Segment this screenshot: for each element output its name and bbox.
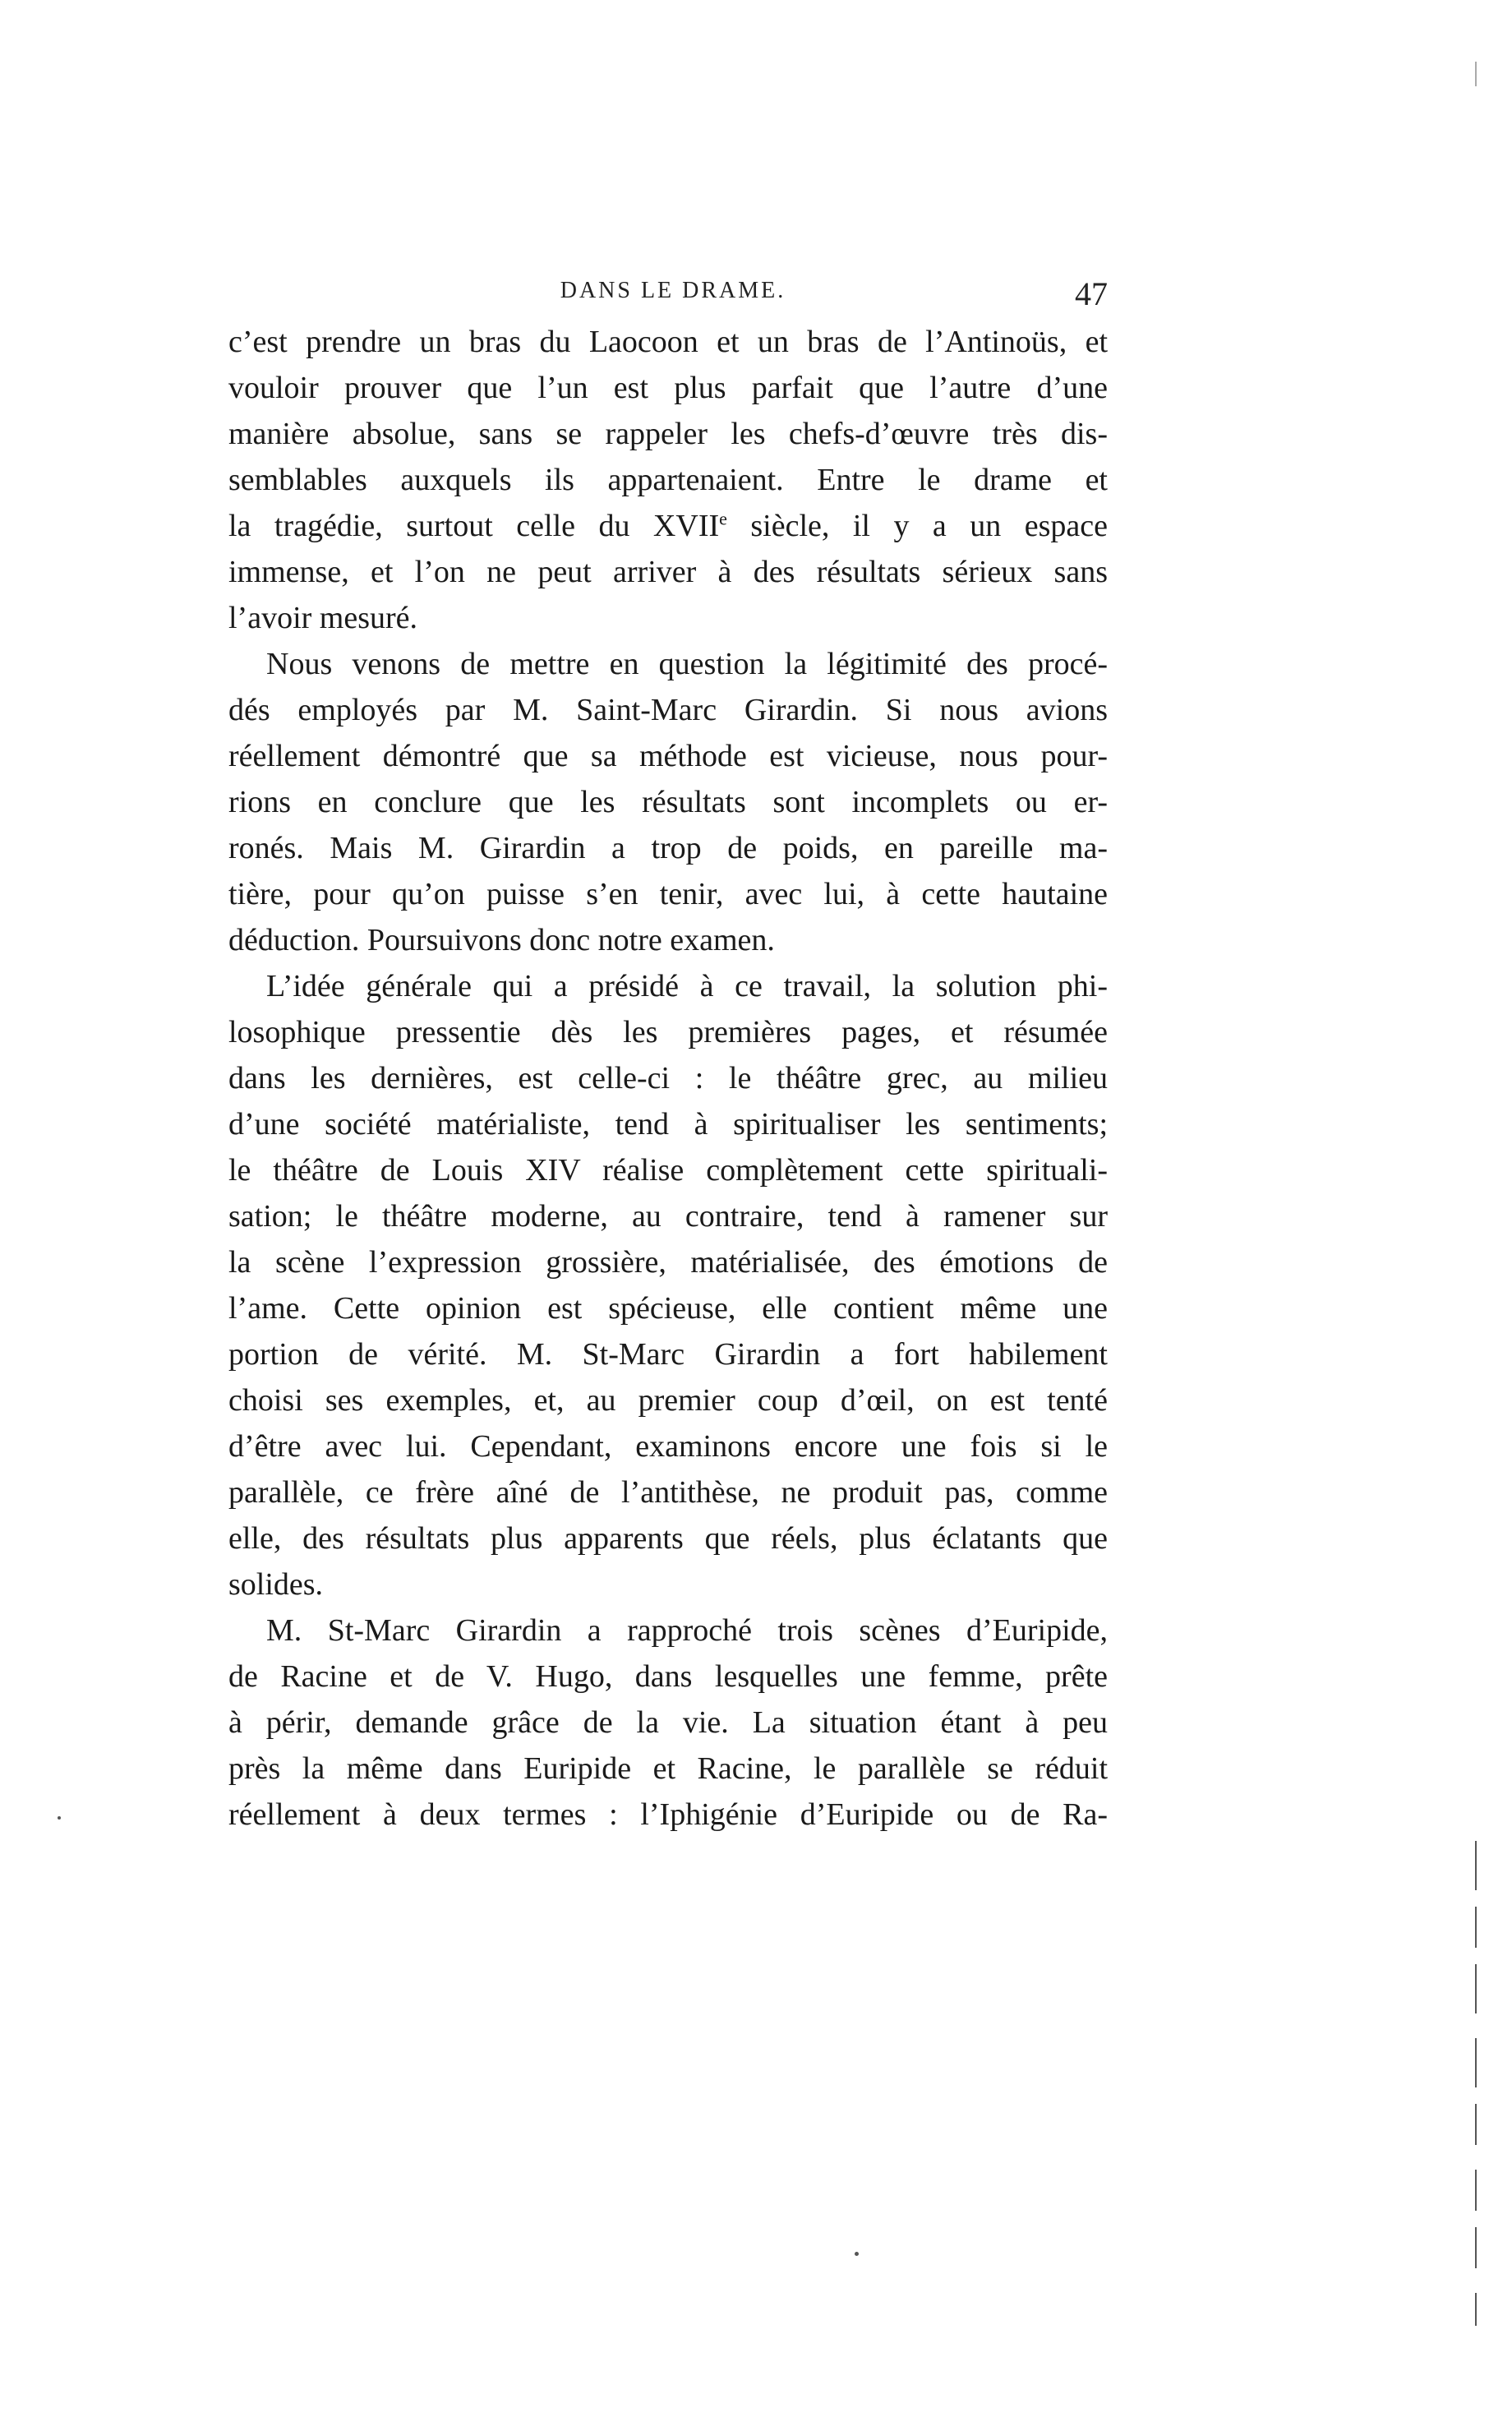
text-line: parallèle, ce frère aîné de l’antithèse, ne produit pas, comme — [228, 1475, 1108, 1510]
text-line: rions en conclure que les résultats sont incomplets ou er- — [228, 785, 1108, 819]
text-line: vouloir prouver que l’un est plus parfait que l’autre d’une — [228, 371, 1108, 405]
text-line: réellement à deux termes : l’Iphigénie d’Euripide ou de Ra- — [228, 1797, 1108, 1832]
text-line: portion de vérité. M. St-Marc Girardin a fort habilement — [228, 1337, 1108, 1372]
text-line: tière, pour qu’on puisse s’en tenir, avec lui, à cette hautaine — [228, 877, 1108, 911]
text-line: le théâtre de Louis XIV réalise complètement cette spirituali- — [228, 1153, 1108, 1188]
text-line: réellement démontré que sa méthode est vicieuse, nous pour- — [228, 739, 1108, 773]
text-line: d’une société matérialiste, tend à spiritualiser les sentiments; — [228, 1107, 1108, 1142]
scan-mark — [1475, 2038, 1477, 2087]
text-line: Nous venons de mettre en question la légitimité des procé- — [266, 647, 1108, 681]
text-line: semblables auxquels ils appartenaient. Entre le drame et — [228, 463, 1108, 497]
text-line: solides. — [228, 1567, 324, 1602]
text-line: déduction. Poursuivons donc notre examen. — [228, 923, 775, 957]
text-line: l’avoir mesuré. — [228, 601, 418, 635]
text-line: c’est prendre un bras du Laocoon et un bras de l’Antinoüs, et — [228, 325, 1108, 359]
text-line: à périr, demande grâce de la vie. La situation étant à peu — [228, 1705, 1108, 1740]
text-line: la scène l’expression grossière, matérialisée, des émotions de — [228, 1245, 1108, 1280]
scan-mark — [1475, 2293, 1477, 2326]
text-line: immense, et l’on ne peut arriver à des résultats sérieux sans — [228, 555, 1108, 589]
scan-dot — [58, 1816, 61, 1820]
page-number: 47 — [1075, 275, 1108, 312]
text-line: losophique pressentie dès les premières pages, et résumée — [228, 1015, 1108, 1049]
text-fragment: la tragédie, surtout celle du XVII — [228, 509, 720, 543]
scan-mark — [1475, 2227, 1477, 2268]
text-line: d’être avec lui. Cependant, examinons encore une fois si le — [228, 1429, 1108, 1464]
text-line: choisi ses exemples, et, au premier coup d’œil, on est tenté — [228, 1383, 1108, 1418]
scan-mark — [1475, 2170, 1477, 2211]
text-line: près la même dans Euripide et Racine, le parallèle se réduit — [228, 1751, 1108, 1786]
text-line: elle, des résultats plus apparents que réels, plus éclatants que — [228, 1521, 1108, 1556]
scan-mark — [1475, 1907, 1477, 1948]
text-line: ronés. Mais M. Girardin a trop de poids, en pareille ma- — [228, 831, 1108, 865]
scan-mark — [1475, 62, 1477, 86]
text-line — [228, 503, 1108, 549]
text-line: l’ame. Cette opinion est spécieuse, elle contient même une — [228, 1291, 1108, 1326]
text-line: L’idée générale qui a présidé à ce travail, la solution phi- — [266, 969, 1108, 1003]
scan-mark — [1475, 2104, 1477, 2145]
text-line: manière absolue, sans se rappeler les chefs-d’œuvre très dis- — [228, 417, 1108, 451]
text-line: de Racine et de V. Hugo, dans lesquelles une femme, prête — [228, 1659, 1108, 1694]
text-line: M. St-Marc Girardin a rapproché trois scènes d’Euripide, — [266, 1613, 1108, 1648]
running-title: DANS LE DRAME. — [560, 278, 786, 303]
text-line: dans les dernières, est celle-ci : le théâtre grec, au milieu — [228, 1061, 1108, 1095]
superscript: e — [719, 508, 727, 529]
body-text — [228, 319, 1108, 1838]
scan-mark — [1475, 1841, 1477, 1890]
text-fragment: siècle, il y a un espace — [726, 509, 1108, 543]
text-line: dés employés par M. Saint-Marc Girardin. Si nous avions — [228, 693, 1108, 727]
text-line: sation; le théâtre moderne, au contraire, tend à ramener sur — [228, 1199, 1108, 1234]
scan-dot — [855, 2252, 859, 2256]
running-head — [238, 275, 1108, 319]
scan-mark — [1475, 1964, 1477, 2013]
